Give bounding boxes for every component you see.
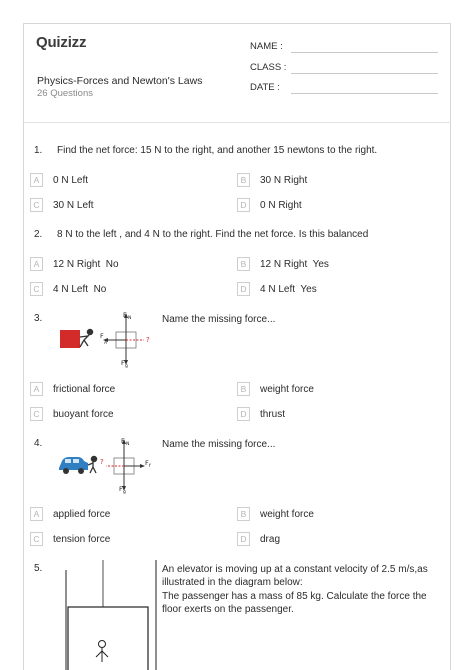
question-text-line-4: floor exerts on the passenger.: [162, 604, 294, 615]
elevator-diagram: [58, 558, 158, 670]
choice-letter: B: [237, 173, 250, 187]
question-text: 8 N to the left , and 4 N to the right. Find the net force. Is this balanced: [57, 229, 369, 240]
date-label: DATE :: [250, 82, 280, 93]
question-text-line-3: The passenger has a mass of 85 kg. Calculate the force the: [162, 591, 427, 602]
fg-label: F: [119, 485, 123, 493]
choice-letter: B: [237, 507, 250, 521]
choice-text: 0 N Left: [53, 174, 89, 186]
choice-c[interactable]: [30, 282, 106, 296]
choice-letter: C: [30, 282, 43, 296]
choice-b[interactable]: [237, 507, 314, 521]
choice-d[interactable]: [237, 282, 317, 296]
choice-b[interactable]: [237, 257, 329, 271]
choice-a[interactable]: [30, 173, 88, 187]
name-field[interactable]: [291, 52, 438, 53]
choice-text: frictional force: [53, 383, 116, 395]
choice-text: 12 N Right No: [53, 258, 119, 270]
choice-text: drag: [260, 533, 281, 545]
class-label: CLASS :: [250, 62, 287, 73]
choice-c[interactable]: [30, 198, 94, 212]
question-number: 1.: [34, 145, 43, 156]
fn-subscript: N: [126, 442, 130, 447]
question-text: Name the missing force...: [162, 314, 276, 325]
fa-subscript: A: [104, 341, 108, 346]
class-field[interactable]: [291, 73, 438, 74]
header-divider: [23, 122, 451, 123]
choice-text: 30 N Right: [260, 174, 308, 186]
choice-letter: B: [237, 382, 250, 396]
pushing-car-diagram: [56, 434, 156, 494]
choice-b[interactable]: [237, 382, 314, 396]
choice-letter: A: [30, 507, 43, 521]
choice-letter: D: [237, 407, 250, 421]
choice-text: 4 N Left No: [53, 283, 107, 295]
question-number: 4.: [34, 438, 43, 449]
fa-label: F: [100, 332, 104, 340]
fg-label: F: [121, 359, 125, 367]
choice-text: tension force: [53, 533, 111, 545]
question-text-line-2: illustrated in the diagram below:: [162, 577, 303, 588]
unknown-force-label: ?: [100, 458, 104, 466]
pushing-box-diagram: [58, 308, 158, 368]
choice-text: buoyant force: [53, 408, 114, 420]
passenger-figure: [96, 641, 108, 663]
fn-label: F: [121, 437, 125, 445]
question-number: 5.: [34, 563, 43, 574]
choice-c[interactable]: [30, 532, 110, 546]
choice-text: weight force: [260, 383, 314, 395]
ff-subscript: f: [149, 464, 151, 469]
choice-letter: C: [30, 198, 43, 212]
person-pushing-figure: [88, 456, 97, 473]
question-number: 3.: [34, 313, 43, 324]
name-label: NAME :: [250, 41, 283, 52]
choice-c[interactable]: [30, 407, 114, 421]
red-box: [60, 330, 80, 348]
unknown-force-label: ?: [146, 336, 150, 344]
person-pushing-figure: [80, 329, 93, 347]
fn-label: F: [123, 311, 127, 319]
question-text-line-1: An elevator is moving up at a constant velocity of 2.5 m/s,as: [162, 564, 428, 575]
choice-text: 12 N Right Yes: [260, 258, 329, 270]
ff-label: F: [145, 459, 149, 467]
choice-a[interactable]: [30, 507, 110, 521]
elevator-car: [68, 607, 148, 670]
choice-letter: C: [30, 407, 43, 421]
quizizz-logo: Quizizz: [36, 34, 87, 51]
choice-letter: D: [237, 532, 250, 546]
question-count: 26 Questions: [37, 88, 93, 99]
choice-letter: A: [30, 173, 43, 187]
question-text: Find the net force: 15 N to the right, and another 15 newtons to the right.: [57, 145, 378, 156]
fg-subscript: g: [123, 490, 126, 494]
choice-d[interactable]: [237, 407, 285, 421]
choice-a[interactable]: [30, 257, 119, 271]
fg-subscript: g: [125, 364, 128, 368]
question-text: Name the missing force...: [162, 439, 276, 450]
blue-car-icon: [59, 457, 88, 474]
choice-letter: D: [237, 282, 250, 296]
choice-letter: B: [237, 257, 250, 271]
date-field[interactable]: [291, 93, 438, 94]
fn-subscript: N: [128, 316, 132, 321]
choice-text: weight force: [260, 508, 314, 520]
choice-letter: D: [237, 198, 250, 212]
choice-letter: A: [30, 382, 43, 396]
choice-b[interactable]: [237, 173, 307, 187]
choice-d[interactable]: [237, 198, 302, 212]
choice-letter: A: [30, 257, 43, 271]
choice-text: thrust: [260, 408, 286, 420]
choice-a[interactable]: [30, 382, 115, 396]
choice-letter: C: [30, 532, 43, 546]
question-number: 2.: [34, 229, 43, 240]
choice-text: 4 N Left Yes: [260, 283, 317, 295]
choice-text: 30 N Left: [53, 199, 94, 211]
choice-text: applied force: [53, 508, 111, 520]
choice-d[interactable]: [237, 532, 280, 546]
choice-text: 0 N Right: [260, 199, 302, 211]
worksheet-title: Physics-Forces and Newton's Laws: [37, 75, 203, 87]
